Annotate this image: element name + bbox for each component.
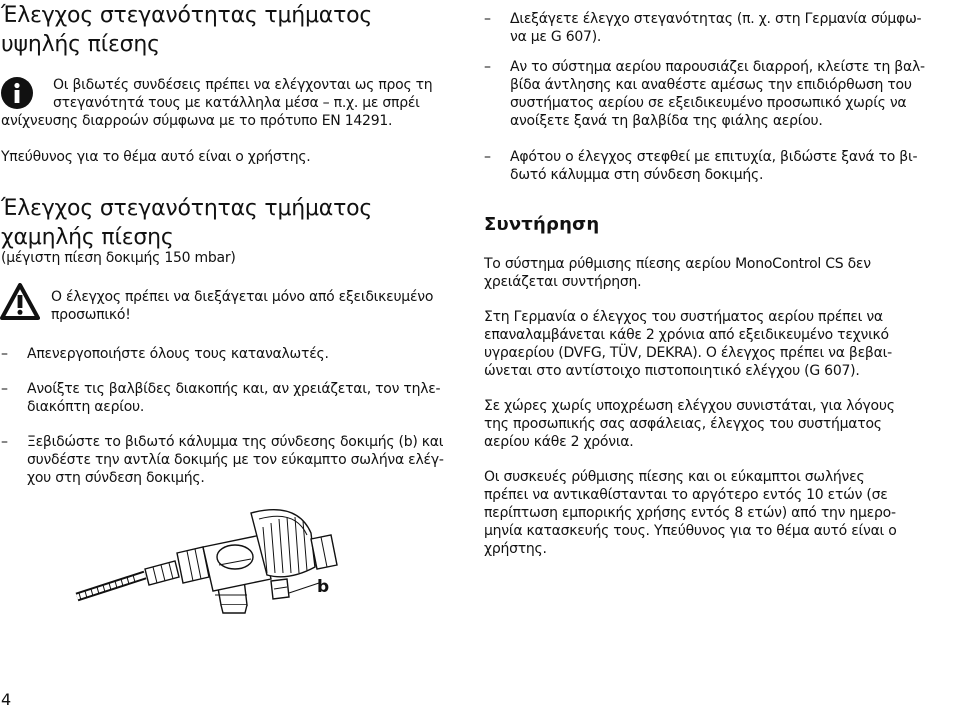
warning-line: προσωπικό! — [51, 307, 131, 323]
warning-line: Ο έλεγχος πρέπει να διεξάγεται μόνο από εξειδικευμένο — [51, 289, 434, 305]
paragraph-line: της προσωπικής σας ασφάλειας, έλεγχος του συστήματος — [484, 416, 882, 432]
paragraph-line: Στη Γερμανία ο έλεγχος του συστήματος αερίου πρέπει να — [484, 309, 883, 325]
paragraph — [484, 468, 954, 558]
step-item — [1, 345, 497, 363]
heading-low-pressure — [1, 194, 471, 252]
paragraph-line: Το σύστημα ρύθμισης πίεσης αερίου MonoControl CS δεν — [484, 256, 871, 272]
step-line: βίδα άντλησης και αναθέστε αμέσως την επιδιόρθωση του — [510, 77, 912, 93]
step-line: ανοίξετε ξανά τη βαλβίδα της φιάλης αερίου. — [510, 113, 823, 129]
info-line: Οι βιδωτές συνδέσεις πρέπει να ελέγχονται ως προς τη — [53, 77, 433, 93]
info-line: στεγανότητά τους με κατάλληλα μέσα – π.χ. με σπρέι — [53, 95, 420, 111]
warning-note — [0, 283, 470, 327]
figure-label-b: b — [317, 577, 330, 597]
heading-line: Έλεγχος στεγανότητας τμήματος — [1, 196, 373, 221]
step-line: συνδέστε την αντλία δοκιμής με τον εύκαμπτο σωλήνα ελέγ- — [27, 452, 444, 468]
paragraph-line: Οι συσκευές ρύθμισης πίεσης και οι εύκαμπτοι σωλήνες — [484, 469, 865, 485]
info-line: ανίχνευσης διαρροών σύμφωνα με το πρότυπο EN 14291. — [1, 113, 393, 129]
paragraph-line: ώνεται στο αντίστοιχο πιστοποιητικό ελέγχου (G 607). — [484, 363, 860, 379]
step-item — [484, 10, 960, 46]
heading-high-pressure — [1, 1, 471, 59]
warning-icon — [0, 283, 40, 321]
step-line: – Ξεβιδώστε το βιδωτό κάλυμμα της σύνδεσης δοκιμής (b) και — [27, 434, 444, 450]
step-line: να με G 607). — [510, 29, 602, 45]
heading-line: Έλεγχος στεγανότητας τμήματος — [1, 3, 373, 28]
paragraph-line: επαναλαμβάνεται κάθε 2 χρόνια από εξειδικευμένο τεχνικό — [484, 327, 889, 343]
info-icon — [0, 76, 34, 110]
step-item — [484, 148, 960, 184]
step-item — [484, 58, 960, 130]
step-line: – Ανοίξτε τις βαλβίδες διακοπής και, αν χρειάζεται, τον τηλε- — [27, 381, 441, 397]
step-line: διακόπτη αερίου. — [27, 399, 145, 415]
step-line: δωτό κάλυμμα στη σύνδεση δοκιμής. — [510, 167, 764, 183]
step-line: – Διεξάγετε έλεγχο στεγανότητας (π. χ. στη Γερμανία σύμφω- — [510, 11, 922, 27]
pressure-subtitle: (μέγιστη πίεση δοκιμής 150 mbar) — [1, 250, 236, 266]
paragraph-line: χρειάζεται συντήρηση. — [484, 274, 642, 290]
step-line: χου στη σύνδεση δοκιμής. — [27, 470, 205, 486]
paragraph — [484, 255, 954, 291]
paragraph-line: αερίου κάθε 2 χρόνια. — [484, 434, 634, 450]
maintenance-heading: Συντήρηση — [484, 214, 600, 235]
responsible-note: Υπεύθυνος για το θέμα αυτό είναι ο χρήστης. — [1, 149, 311, 165]
page-number: 4 — [1, 690, 11, 709]
paragraph-line: περίπτωση εμπορικής χρήσης εντός 8 ετών) από την ημερο- — [484, 505, 896, 521]
step-line: – Αν το σύστημα αερίου παρουσιάζει διαρροή, κλείστε τη βαλ- — [510, 59, 925, 75]
paragraph — [484, 308, 954, 380]
paragraph-line: χρήστης. — [484, 541, 547, 557]
paragraph-line: υγραερίου (DVFG, TÜV, DEKRA). Ο έλεγχος πρέπει να βεβαι- — [484, 345, 892, 361]
paragraph-line: μηνία κατασκευής τους. Υπεύθυνος για το θέμα αυτό είναι ο — [484, 523, 897, 539]
step-line: – Απενεργοποιήστε όλους τους καταναλωτές. — [27, 346, 329, 362]
step-item — [1, 433, 497, 487]
paragraph — [484, 397, 954, 451]
step-item — [1, 380, 497, 416]
step-line: συστήματος αερίου σε εξειδικευμένο προσωπικό χωρίς να — [510, 95, 907, 111]
heading-line: χαμηλής πίεσης — [1, 225, 174, 250]
step-line: – Αφότου ο έλεγχος στεφθεί με επιτυχία, βιδώστε ξανά το βι- — [510, 149, 918, 165]
regulator-illustration — [75, 505, 375, 615]
paragraph-line: πρέπει να αντικαθίστανται το αργότερο εντός 10 ετών (σε — [484, 487, 888, 503]
heading-line: υψηλής πίεσης — [1, 32, 160, 57]
paragraph-line: Σε χώρες χωρίς υποχρέωση ελέγχου συνιστάται, για λόγους — [484, 398, 895, 414]
